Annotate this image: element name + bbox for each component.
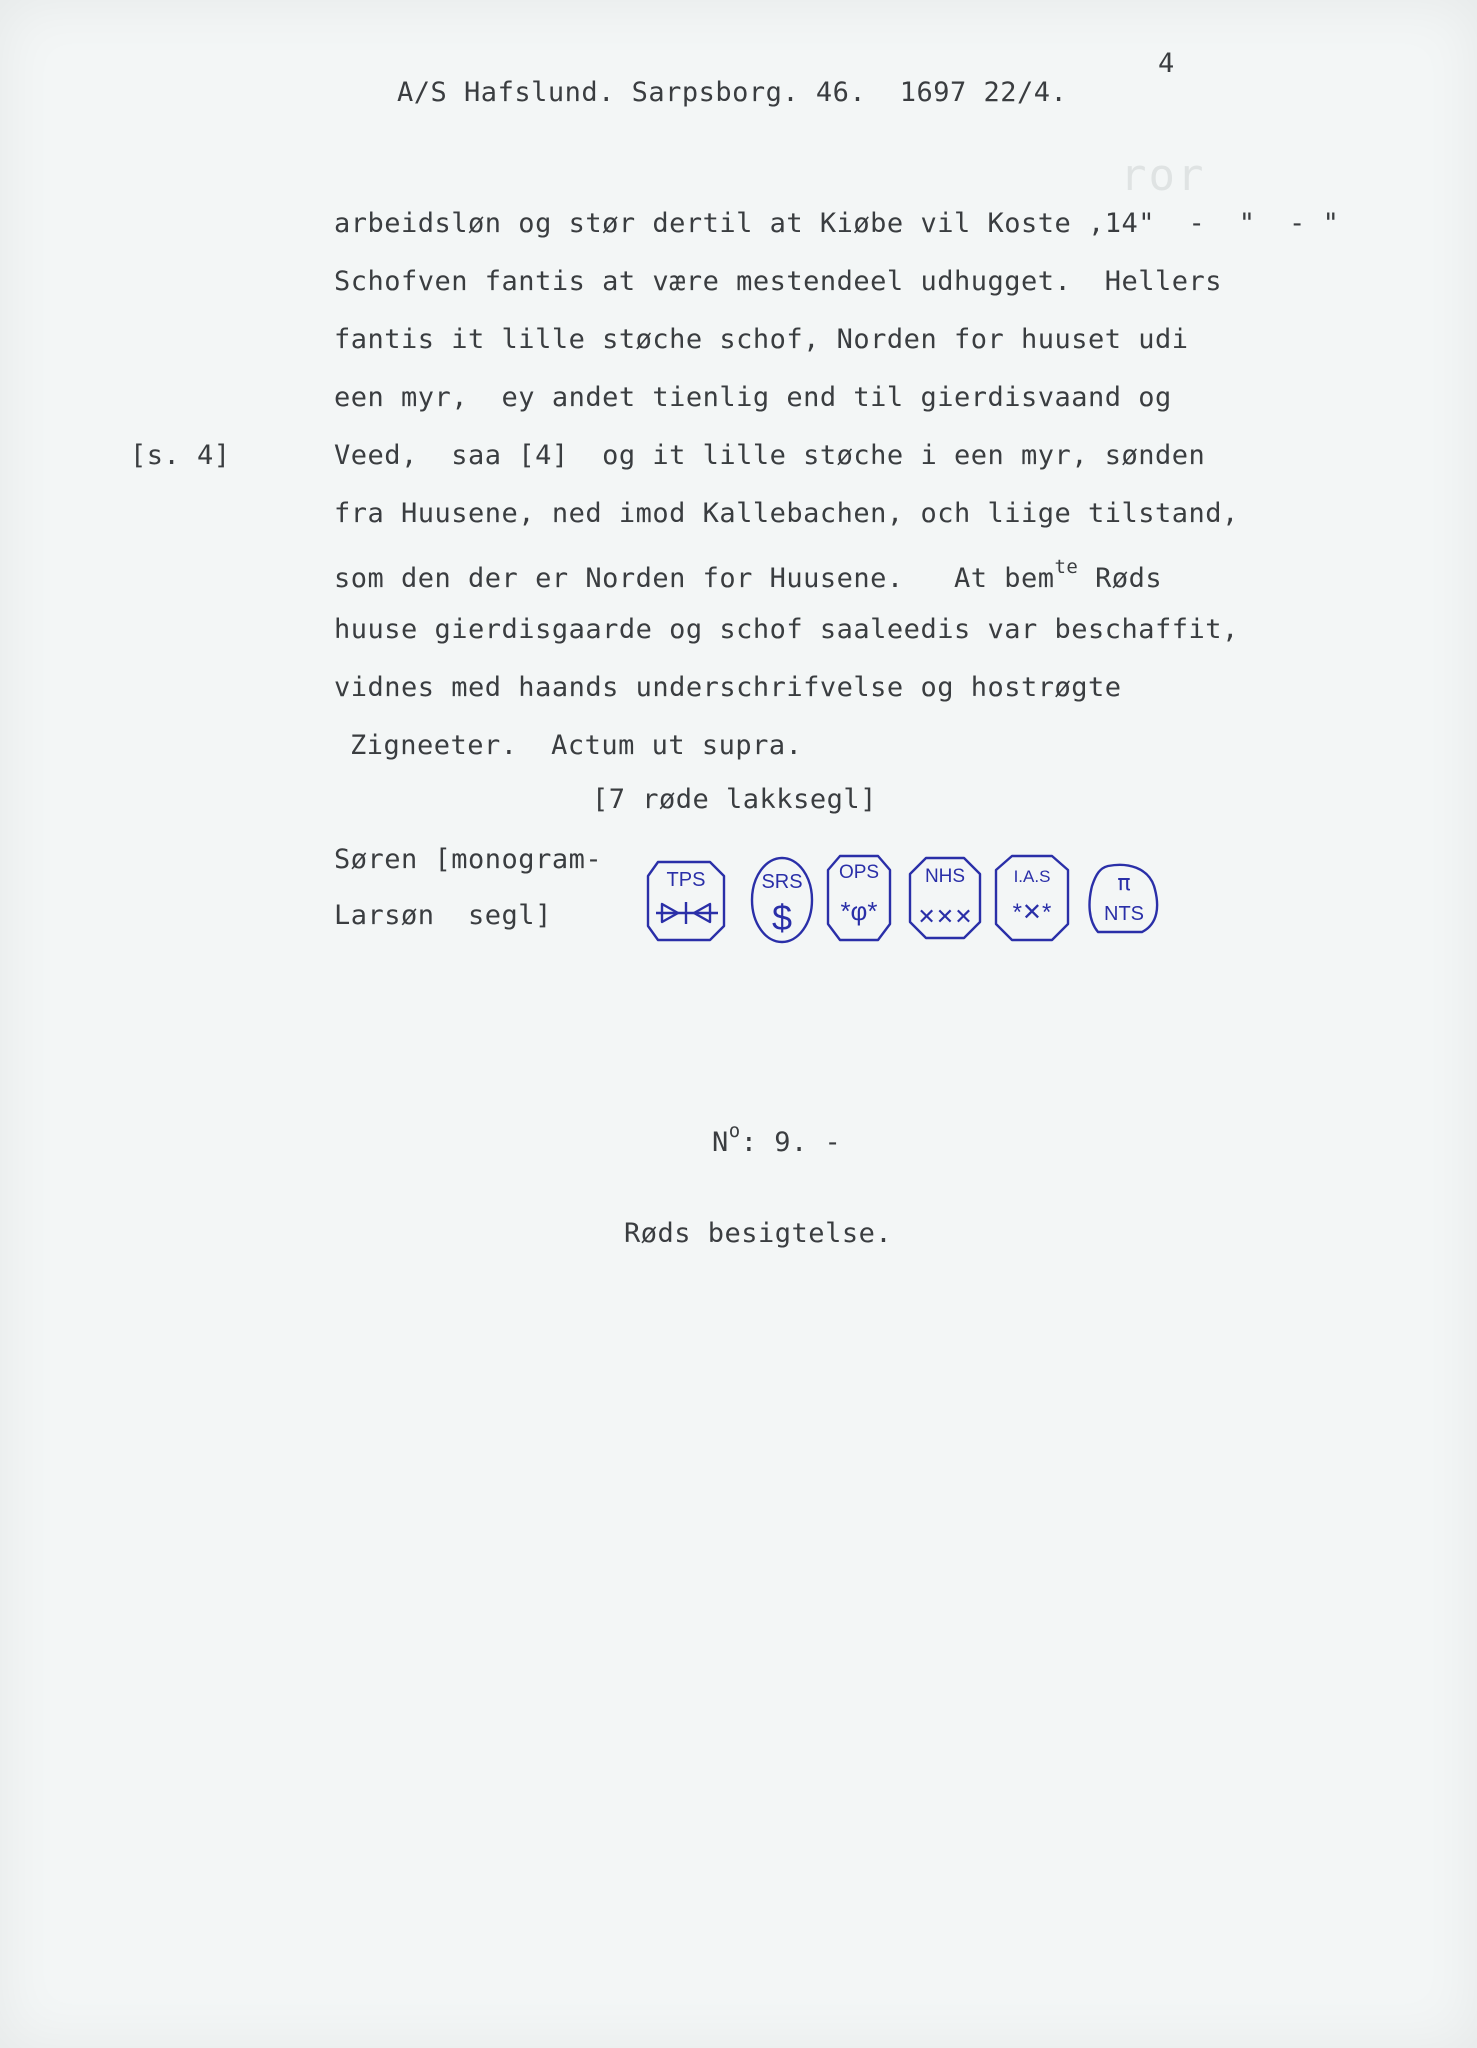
seal-2-text: SRS [761, 871, 803, 893]
seal-5 [996, 856, 1068, 940]
record-number [712, 1122, 841, 1156]
body-line-5: Veed, saa [4] og it lille støche i een myr, sønden [334, 440, 1206, 471]
seal-1 [648, 862, 724, 940]
body-line-7-tail: Røds [1078, 563, 1163, 594]
seal-5-mark: *✕* [1012, 899, 1052, 926]
seal-6 [1090, 865, 1158, 932]
page-number: 4 [1158, 48, 1175, 79]
record-number-value: : 9. - [740, 1127, 842, 1158]
body-line-4: een myr, ey andet tienlig end til gierdisvaand og [334, 382, 1172, 413]
seal-3 [828, 856, 890, 940]
record-number-label: N [712, 1127, 729, 1158]
seal-3-text: OPS [838, 862, 880, 883]
body-line-2: Schofven fantis at være mestendeel udhugget. Hellers [334, 266, 1223, 297]
seal-2-mark: $ [771, 897, 793, 938]
body-line-6: fra Huusene, ned imod Kallebachen, och liige tilstand, [334, 498, 1239, 529]
body-line-7 [334, 558, 1162, 592]
body-line-9: vidnes med haands underschrifvelse og hostrøgte [334, 672, 1122, 703]
seal-6-text: π [1117, 871, 1131, 896]
record-number-superscript: o [728, 1120, 741, 1142]
signature-line-1: Søren [monogram- [334, 844, 603, 875]
header-line [330, 52, 1067, 133]
bleed-through-mark: ror [1120, 150, 1206, 201]
body-line-3: fantis it lille støche schof, Norden for huuset udi [334, 324, 1189, 355]
seal-1-text: TPS [666, 869, 706, 891]
body-line-10: Zigneeter. Actum ut supra. [350, 730, 803, 761]
seal-4-mark: ✕✕✕ [917, 904, 973, 929]
seal-3-mark: *φ* [840, 896, 878, 926]
section-title: Røds besigtelse. [624, 1218, 893, 1249]
body-line-1: arbeidsløn og stør dertil at Kiøbe vil Koste ,14" - " - " [334, 208, 1340, 239]
seal-note: [7 røde lakksegl] [592, 784, 877, 815]
seal-6-mark: NTS [1104, 903, 1144, 925]
seal-row [640, 848, 1170, 948]
seal-5-text: I.A.S [1013, 867, 1051, 886]
body-line-7-main: som den der er Norden for Huusene. At bem [334, 563, 1055, 594]
margin-note: [s. 4] [130, 440, 231, 471]
body-line-8: huuse gierdisgaarde og schof saaleedis var beschaffit, [334, 614, 1239, 645]
wax-seals-drawing [640, 848, 1170, 948]
signature-line-2: Larsøn segl] [334, 900, 552, 931]
seal-4 [910, 858, 980, 938]
seal-4-text: NHS [924, 866, 966, 887]
body-line-7-superscript: te [1054, 556, 1079, 578]
header-text: A/S Hafslund. Sarpsborg. 46. 1697 22/4. [397, 77, 1068, 108]
seal-2 [752, 858, 812, 942]
